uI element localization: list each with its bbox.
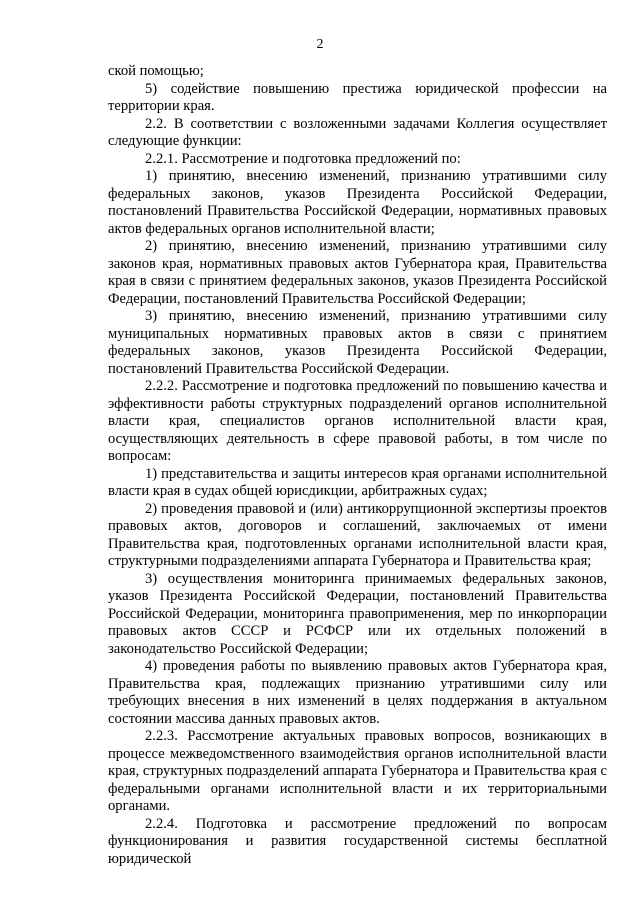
paragraph-2-2-2-item-2: 2) проведения правовой и (или) антикоррупционной экспертизы проектов правовых актов, договоров и соглашений, заключаемых от имени Правительства края, подготовленных органами исполнительной власти края, структурными подразделениями аппарата Губернатора и Правительства края; (108, 500, 607, 569)
paragraph-2-2-1-item-1: 1) принятию, внесению изменений, признанию утратившими силу федеральных законов, указов Президента Российской Федерации, постановлений Правительства Российской Федерации, нормативных правовых актов федеральных органов исполнительной власти; (108, 168, 607, 237)
paragraph-2-2-2-item-1: 1) представительства и защиты интересов края органами исполнительной власти края в судах общей юрисдикции, арбитражных судах; (108, 465, 607, 499)
paragraph-2-2-1-item-2: 2) принятию, внесению изменений, признанию утратившими силу законов края, нормативных правовых актов Губернатора края, Правительства края в связи с принятием федеральных законов, указов Президента Российской Федерации, постановлений Правительства Российской Федерации; (108, 238, 607, 307)
paragraph-2-2-2-heading: 2.2.2. Рассмотрение и подготовка предложений по повышению качества и эффективности работы структурных подразделений органов исполнительной власти края, специалистов органов исполнительной власти края, осуществляющих деятельность в сфере правовой работы, в том числе по вопросам: (108, 378, 607, 464)
paragraph-continuation: ской помощью; (108, 63, 204, 79)
paragraph-2-2-3: 2.2.3. Рассмотрение актуальных правовых вопросов, возникающих в процессе межведомственного взаимодействия органов исполнительной власти края, структурных подразделений аппарата Губернатора и Правительства края с федеральными органами исполнительной власти и их территориальными органами. (108, 728, 607, 814)
document-body (108, 63, 607, 868)
paragraph-2-2-2-item-3: 3) осуществления мониторинга принимаемых федеральных законов, указов Президента Российской Федерации, постановлений Правительства Российской Федерации, мониторинга правоприменения, мер по инкорпорации правовых актов СССР и РСФСР или их отдельных положений в законодательство Российской Федерации; (108, 570, 607, 657)
paragraph-2-2-4: 2.2.4. Подготовка и рассмотрение предложений по вопросам функционирования и развития государственной системы бесплатной юридической (108, 815, 607, 867)
paragraph-item-5-prestige: 5) содействие повышению престижа юридической профессии на территории края. (108, 80, 607, 114)
paragraph-2-2-1-heading: 2.2.1. Рассмотрение и подготовка предложений по: (145, 150, 461, 167)
paragraph-2-2-2-item-4: 4) проведения работы по выявлению правовых актов Губернатора края, Правительства края, подлежащих признанию утратившими силу или требующих внесения в них изменений в целях поддержания в актуальном состоянии массива данных правовых актов. (108, 658, 607, 727)
paragraph-2-2-1-item-3: 3) принятию, внесению изменений, признанию утратившими силу муниципальных нормативных правовых актов в связи с принятием федеральных законов, указов Президента Российской Федерации, постановлений Правительства Российской Федерации. (108, 308, 607, 377)
paragraph-2-2-functions: 2.2. В соответствии с возложенными задачами Коллегия осуществляет следующие функции: (108, 115, 607, 149)
page-number: 2 (316, 37, 324, 52)
